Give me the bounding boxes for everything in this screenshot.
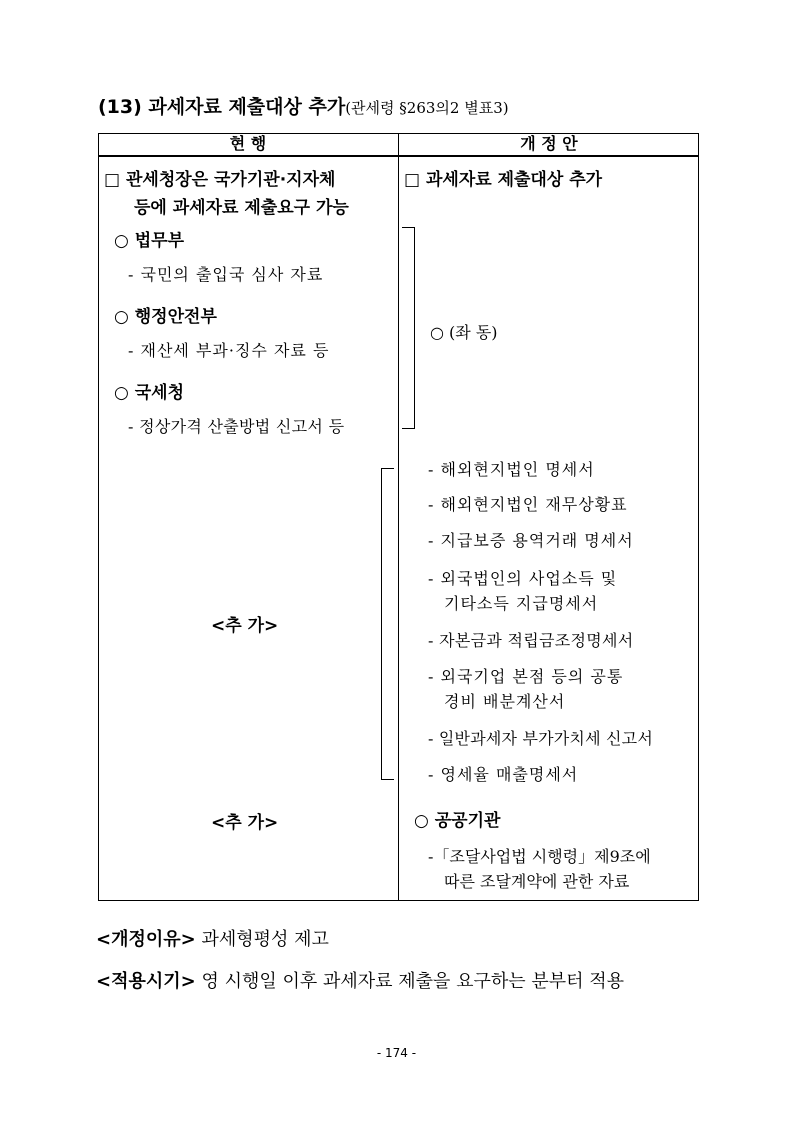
agency-moj: ○ 법무부 (114, 231, 185, 251)
proposed-public-detail-1: -「조달사업법 시행령」제9조에 (428, 847, 651, 866)
addition-item: - 외국기업 본점 등의 공통 (428, 667, 624, 686)
section-title-ref: (관세령 §263의2 별표3) (345, 99, 509, 117)
addition-item: - 일반과세자 부가가치세 신고서 (428, 729, 653, 748)
current-add-label-1: <추 가> (211, 616, 279, 636)
addition-item: - 지급보증 용역거래 명세서 (428, 531, 634, 550)
bracket-additions (381, 468, 394, 780)
proposed-public-agency: ○ 공공기관 (414, 811, 501, 831)
page-number: - 174 - (376, 1046, 417, 1060)
addition-item-cont: 기타소득 지급명세서 (444, 594, 599, 613)
addition-item: - 해외현지법인 재무상황표 (428, 495, 628, 514)
addition-item: - 외국법인의 사업소득 및 (428, 569, 618, 588)
agency-moj-detail: - 국민의 출입국 심사 자료 (128, 265, 324, 284)
bracket-same (402, 227, 415, 429)
proposed-heading: □ 과세자료 제출대상 추가 (404, 170, 603, 190)
header-current: 현 행 (229, 134, 267, 153)
agency-mois-detail: - 재산세 부과·징수 자료 등 (128, 341, 330, 360)
current-heading-line2: 등에 과세자료 제출요구 가능 (134, 198, 349, 218)
header-divider (98, 155, 699, 157)
addition-item: - 해외현지법인 명세서 (428, 460, 595, 479)
addition-item-cont: 경비 배분계산서 (444, 692, 566, 711)
agency-mois: ○ 행정안전부 (114, 307, 217, 327)
proposed-public-detail-2: 따른 조달계약에 관한 자료 (444, 872, 630, 891)
section-title-main: (13) 과세자료 제출대상 추가 (98, 96, 346, 118)
reason-text: 과세형평성 제고 (201, 929, 329, 950)
agency-nts: ○ 국세청 (114, 383, 185, 403)
agency-nts-detail: - 정상가격 산출방법 신고서 등 (128, 417, 345, 436)
current-heading-line1: □ 관세청장은 국가기관·지자체 (104, 170, 336, 190)
addition-item: - 자본금과 적립금조정명세서 (428, 631, 634, 650)
effective-text: 영 시행일 이후 과세자료 제출을 요구하는 분부터 적용 (201, 971, 625, 992)
proposed-same: ○ (좌 동) (430, 323, 498, 342)
column-divider (398, 133, 399, 901)
reason-line (96, 925, 329, 951)
effective-line (96, 967, 624, 993)
current-add-label-2: <추 가> (211, 813, 279, 833)
section-title (98, 92, 509, 119)
effective-label: <적용시기> (96, 971, 196, 992)
header-proposed: 개 정 안 (520, 134, 578, 153)
reason-label: <개정이유> (96, 929, 196, 950)
addition-item: - 영세율 매출명세서 (428, 765, 579, 784)
